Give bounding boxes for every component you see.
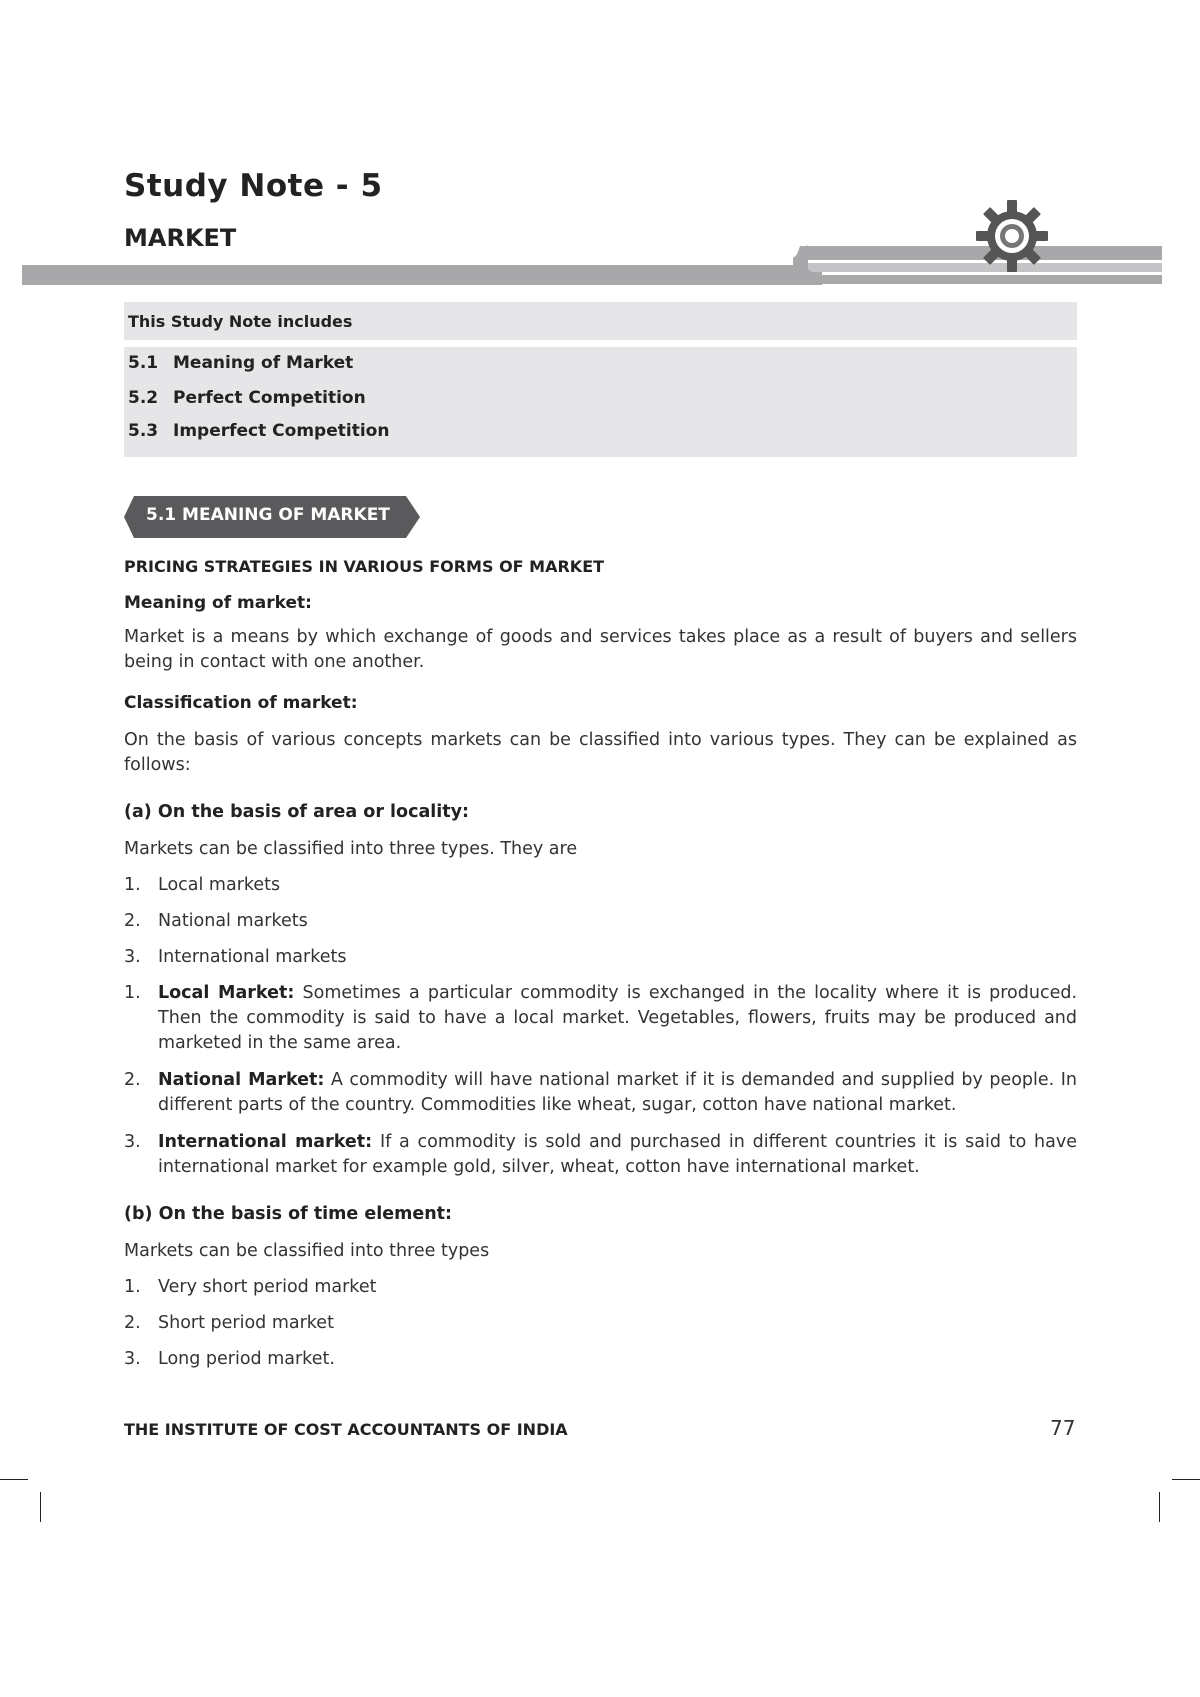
list-number: 2. <box>124 1313 141 1333</box>
list-text: Short period market <box>158 1313 334 1333</box>
detail-text: A commodity will have national market if it is demanded and supplied by people. In different parts of the country. Commodities like wheat, sugar, cotton have national market. <box>158 1070 1077 1115</box>
list-item <box>124 909 1077 934</box>
list-text: International markets <box>158 947 347 967</box>
list-item <box>124 1275 1077 1300</box>
list-number: 2. <box>124 911 141 931</box>
list-item <box>124 945 1077 970</box>
includes-item-label: Perfect Competition <box>173 388 366 408</box>
area-heading: (a) On the basis of area or locality: <box>124 802 470 822</box>
list-number: 3. <box>124 1349 141 1369</box>
footer-institute: THE INSTITUTE OF COST ACCOUNTANTS OF INDIA <box>124 1420 568 1439</box>
header-band-left <box>22 265 822 285</box>
includes-item <box>128 353 353 373</box>
time-heading: (b) On the basis of time element: <box>124 1204 453 1224</box>
page-number: 77 <box>1050 1416 1076 1440</box>
list-text: Long period market. <box>158 1349 335 1369</box>
classification-text: On the basis of various concepts markets can be classified into various types. They can be explained as follows: <box>124 730 1077 775</box>
area-intro: Markets can be classified into three types. They are <box>124 839 578 859</box>
includes-heading-box <box>124 302 1077 340</box>
detail-text: If a commodity is sold and purchased in different countries it is said to have international market for example gold, silver, wheat, cotton have international market. <box>158 1132 1077 1177</box>
meaning-heading: Meaning of market: <box>124 593 312 613</box>
list-number: 3. <box>124 947 141 967</box>
chapter-title: MARKET <box>124 224 237 252</box>
header-band-right-thin <box>808 275 1162 284</box>
detail-term: International market: <box>158 1132 373 1152</box>
detail-item <box>124 1068 1077 1118</box>
includes-item-number: 5.3 <box>128 421 159 441</box>
includes-item-label: Imperfect Competition <box>173 421 390 441</box>
list-text: Local markets <box>158 875 281 895</box>
crop-mark <box>0 1479 28 1480</box>
pricing-heading: PRICING STRATEGIES IN VARIOUS FORMS OF MARKET <box>124 557 605 576</box>
crop-mark <box>1159 1492 1160 1522</box>
detail-number: 2. <box>124 1070 141 1090</box>
crop-mark <box>1172 1479 1200 1480</box>
includes-item-number: 5.1 <box>128 353 159 373</box>
detail-item <box>124 1130 1077 1180</box>
list-item <box>124 1311 1077 1336</box>
detail-term: National Market: <box>158 1070 325 1090</box>
includes-heading: This Study Note includes <box>128 312 353 331</box>
detail-item <box>124 981 1077 1056</box>
crop-mark <box>40 1492 41 1522</box>
time-intro: Markets can be classified into three types <box>124 1241 490 1261</box>
gear-icon <box>972 196 1052 276</box>
detail-number: 3. <box>124 1132 141 1152</box>
includes-item-number: 5.2 <box>128 388 159 408</box>
list-number: 1. <box>124 875 141 895</box>
study-note-title: Study Note - 5 <box>124 168 383 204</box>
includes-list-box <box>124 347 1077 457</box>
list-item <box>124 1347 1077 1372</box>
meaning-text: Market is a means by which exchange of goods and services takes place as a result of buyers and sellers being in contact with one another. <box>124 627 1077 672</box>
list-number: 1. <box>124 1277 141 1297</box>
list-item <box>124 873 1077 898</box>
detail-term: Local Market: <box>158 983 295 1003</box>
list-text: National markets <box>158 911 308 931</box>
list-text: Very short period market <box>158 1277 377 1297</box>
includes-item <box>128 421 389 441</box>
includes-item <box>128 388 366 408</box>
classification-heading: Classification of market: <box>124 693 358 713</box>
detail-number: 1. <box>124 983 141 1003</box>
detail-text: Sometimes a particular commodity is exchanged in the locality where it is produced. Then the commodity is said to have a local market. Vegetables, flowers, fruits may be produced and marketed in the same area. <box>158 983 1078 1053</box>
includes-item-label: Meaning of Market <box>173 353 354 373</box>
section-tag-label: 5.1 MEANING OF MARKET <box>146 505 390 525</box>
